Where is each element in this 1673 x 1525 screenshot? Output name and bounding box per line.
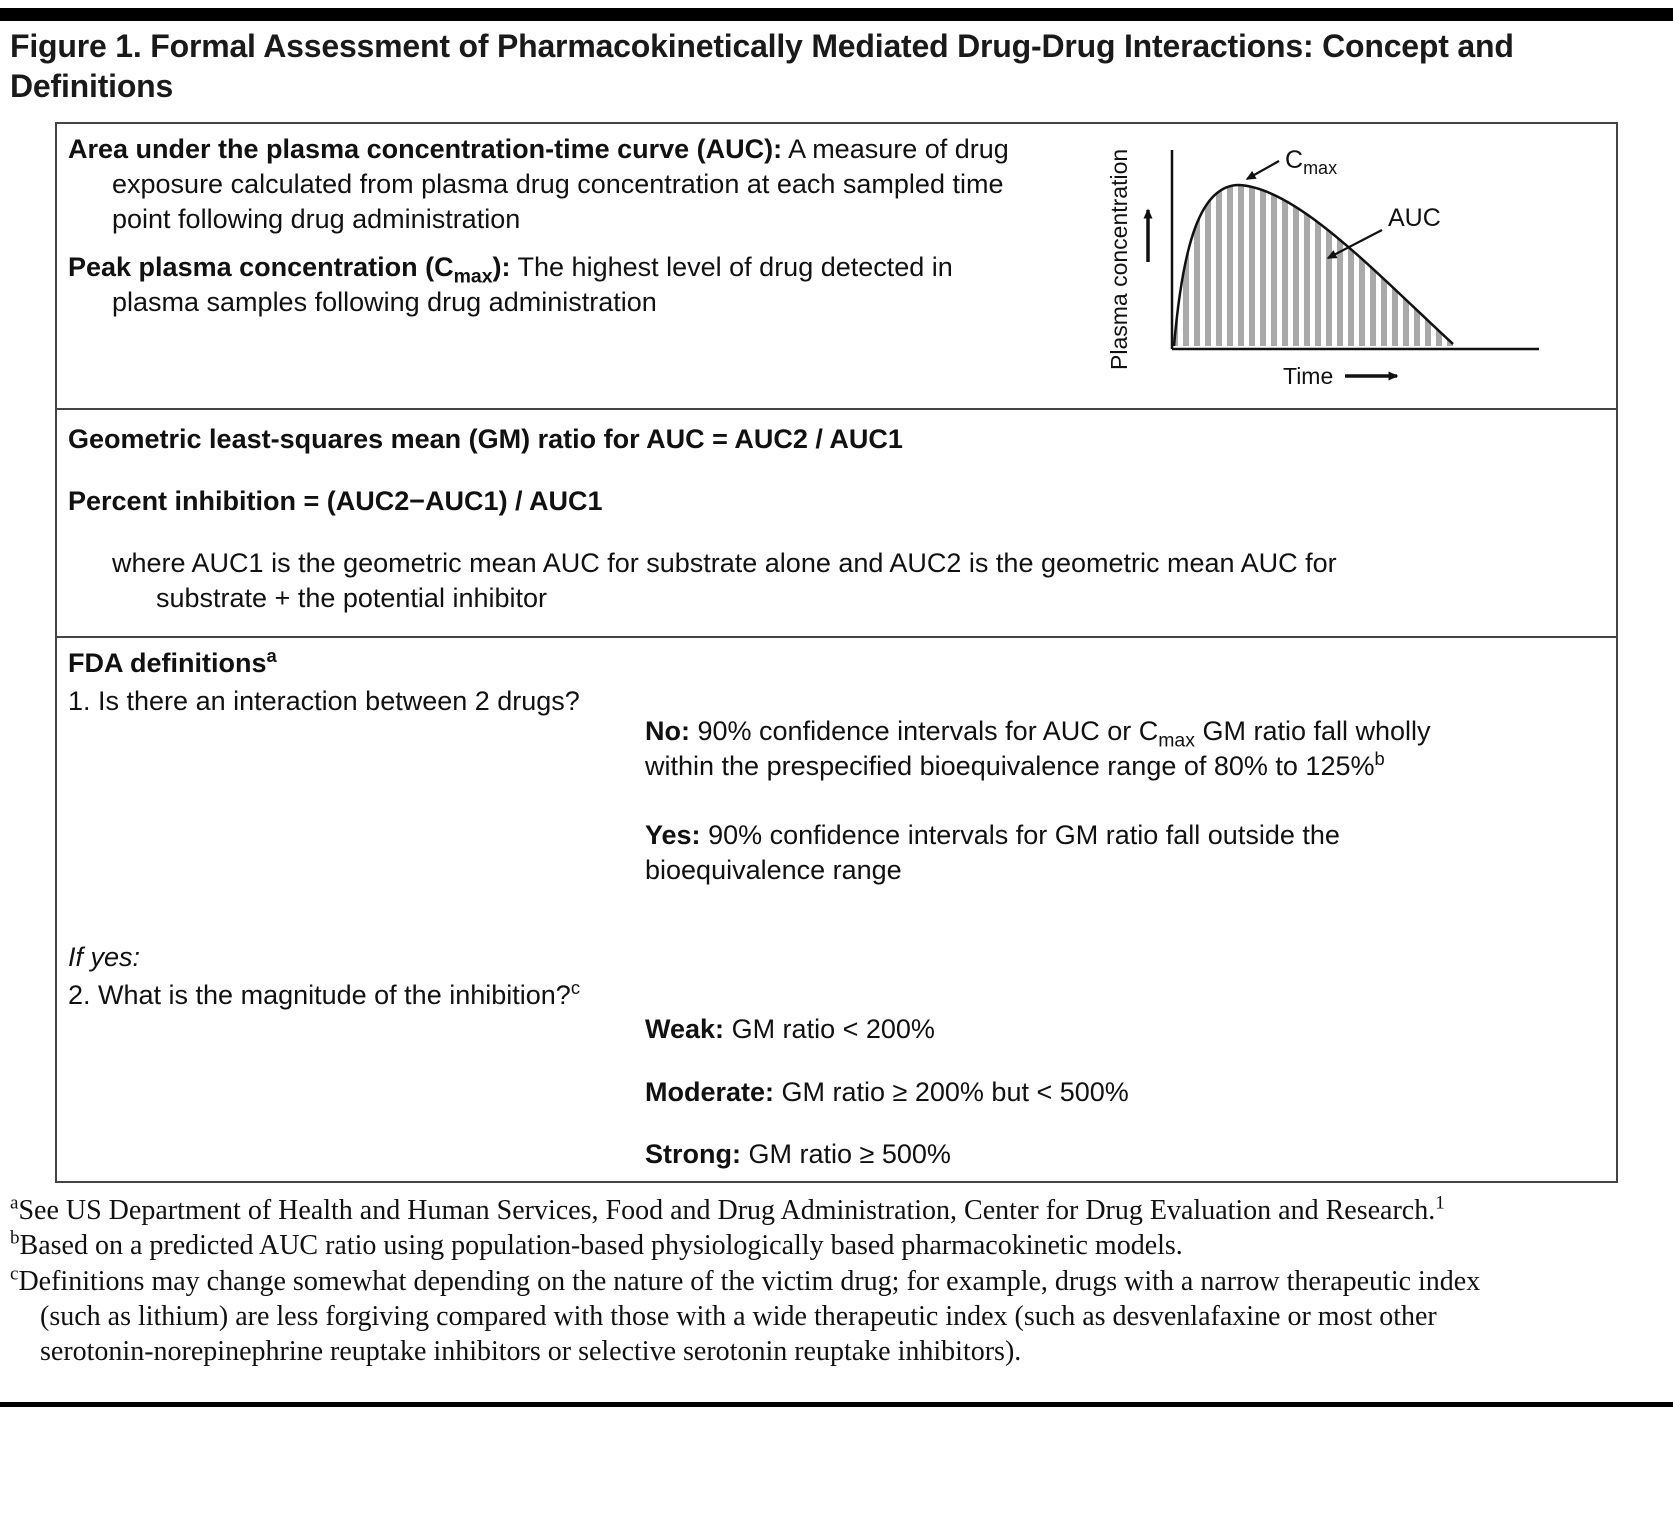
- auc-definition-text: A measure of drug exposure calculated from plasma drug concentration at each sampled time point following drug administration: [112, 134, 1009, 235]
- magnitude-weak: [645, 1012, 1490, 1047]
- no-text-post: GM ratio fall wholly within the prespecified bioequivalence range of 80% to 125%: [645, 716, 1431, 782]
- yes-label: Yes:: [645, 820, 701, 850]
- question-2: [68, 978, 580, 1013]
- question-2-superscript: c: [570, 977, 580, 998]
- figure-title: Figure 1. Formal Assessment of Pharmacokinetically Mediated Drug-Drug Interactions: Concept and Definitions: [10, 28, 1514, 104]
- gm-ratio-formula: [68, 422, 903, 457]
- footnote-b-text: Based on a predicted AUC ratio using population-based physiologically based pharmacokinetic models.: [19, 1230, 1183, 1262]
- cmax-term-subscript: max: [453, 265, 493, 288]
- percent-inhibition-formula: [68, 484, 603, 519]
- question-2-text: 2. What is the magnitude of the inhibition?: [68, 980, 571, 1010]
- where-clause: [112, 546, 1382, 616]
- footnote-a-reference-superscript: 1: [1435, 1192, 1445, 1214]
- cmax-term-post: ):: [492, 252, 511, 282]
- fda-definitions-heading-text: [68, 645, 277, 678]
- moderate-label: Moderate:: [645, 1077, 775, 1107]
- moderate-text: GM ratio ≥ 200% but < 500%: [781, 1077, 1129, 1107]
- cmax-annotation: [1285, 146, 1337, 178]
- fda-heading-superscript: a: [266, 645, 277, 666]
- footnote-b-marker: b: [10, 1227, 20, 1249]
- where-clause-text: where AUC1 is the geometric mean AUC for substrate alone and AUC2 is the geometric mean AUC for substrate + the potential inhibitor: [112, 548, 1337, 614]
- footnote-a-text: See US Department of Health and Human Services, Food and Drug Administration, Center for Drug Evaluation and Research.: [18, 1195, 1436, 1226]
- no-text-superscript: b: [1374, 748, 1385, 770]
- y-axis-label: Plasma concentration: [1106, 148, 1132, 370]
- gm-ratio-formula-text: Geometric least-squares mean (GM) ratio for AUC = AUC2 / AUC1: [68, 424, 903, 454]
- magnitude-moderate: [645, 1075, 1490, 1110]
- fda-definitions-heading: [68, 646, 277, 681]
- definitions-section: [57, 124, 1616, 408]
- formulas-section: [57, 408, 1616, 636]
- auc-definition: [68, 132, 1028, 237]
- footnote-c: [10, 1264, 1545, 1370]
- auc-chart-svg: [1095, 130, 1547, 398]
- question-1: 1. Is there an interaction between 2 drugs?: [68, 686, 580, 716]
- percent-inhibition-formula-text: Percent inhibition = (AUC2−AUC1) / AUC1: [68, 486, 603, 516]
- cmax-term-pre: Peak plasma concentration (C: [68, 252, 454, 282]
- strong-text: GM ratio ≥ 500%: [748, 1139, 951, 1169]
- weak-text: GM ratio < 200%: [731, 1014, 935, 1044]
- cmax-definition: [68, 250, 1028, 320]
- cmax-arrow-icon: [1247, 161, 1279, 179]
- figure-box: [55, 122, 1618, 1183]
- footnote-b: [10, 1228, 1545, 1263]
- no-label: No:: [645, 716, 690, 746]
- top-rule: [0, 8, 1673, 21]
- cmax-annotation-subscript: max: [1303, 158, 1338, 178]
- no-text-subscript: max: [1158, 729, 1195, 752]
- strong-label: Strong:: [645, 1139, 741, 1169]
- footnotes: [10, 1193, 1545, 1369]
- pk-chart: [1095, 130, 1547, 398]
- bottom-rule: [0, 1402, 1673, 1407]
- weak-label: Weak:: [645, 1014, 725, 1044]
- answer-no: [645, 714, 1490, 784]
- footnote-c-text: Definitions may change somewhat depending on the nature of the victim drug; for example, drugs with a narrow therapeutic index (such as lithium) are less forgiving compared with those with a wide therapeutic index (such as desvenlafaxine or most other serotonin-norepinephrine reuptake inhibitors or selective serotonin reuptake inhibitors).: [18, 1265, 1481, 1368]
- if-yes-label: If yes:: [68, 942, 141, 972]
- magnitude-strong: [645, 1137, 1490, 1172]
- cmax-term: [68, 252, 511, 288]
- cmax-definition-text: The highest level of drug detected in plasma samples following drug administration: [112, 252, 953, 318]
- x-axis-label: Time: [1283, 363, 1334, 389]
- footnote-a-marker: a: [10, 1192, 19, 1214]
- cmax-annotation-pre: C: [1285, 146, 1304, 174]
- no-text-pre: 90% confidence intervals for AUC or C: [697, 716, 1159, 746]
- auc-annotation: AUC: [1388, 204, 1441, 232]
- auc-term: Area under the plasma concentration-time curve (AUC):: [68, 134, 783, 164]
- yes-text: 90% confidence intervals for GM ratio fall outside the bioequivalence range: [645, 820, 1340, 886]
- answer-yes: [645, 818, 1490, 888]
- footnote-a: [10, 1193, 1545, 1228]
- fda-definitions-section: [57, 636, 1616, 1181]
- footnote-c-marker: c: [10, 1263, 19, 1285]
- fda-heading-label: FDA definitions: [68, 648, 267, 678]
